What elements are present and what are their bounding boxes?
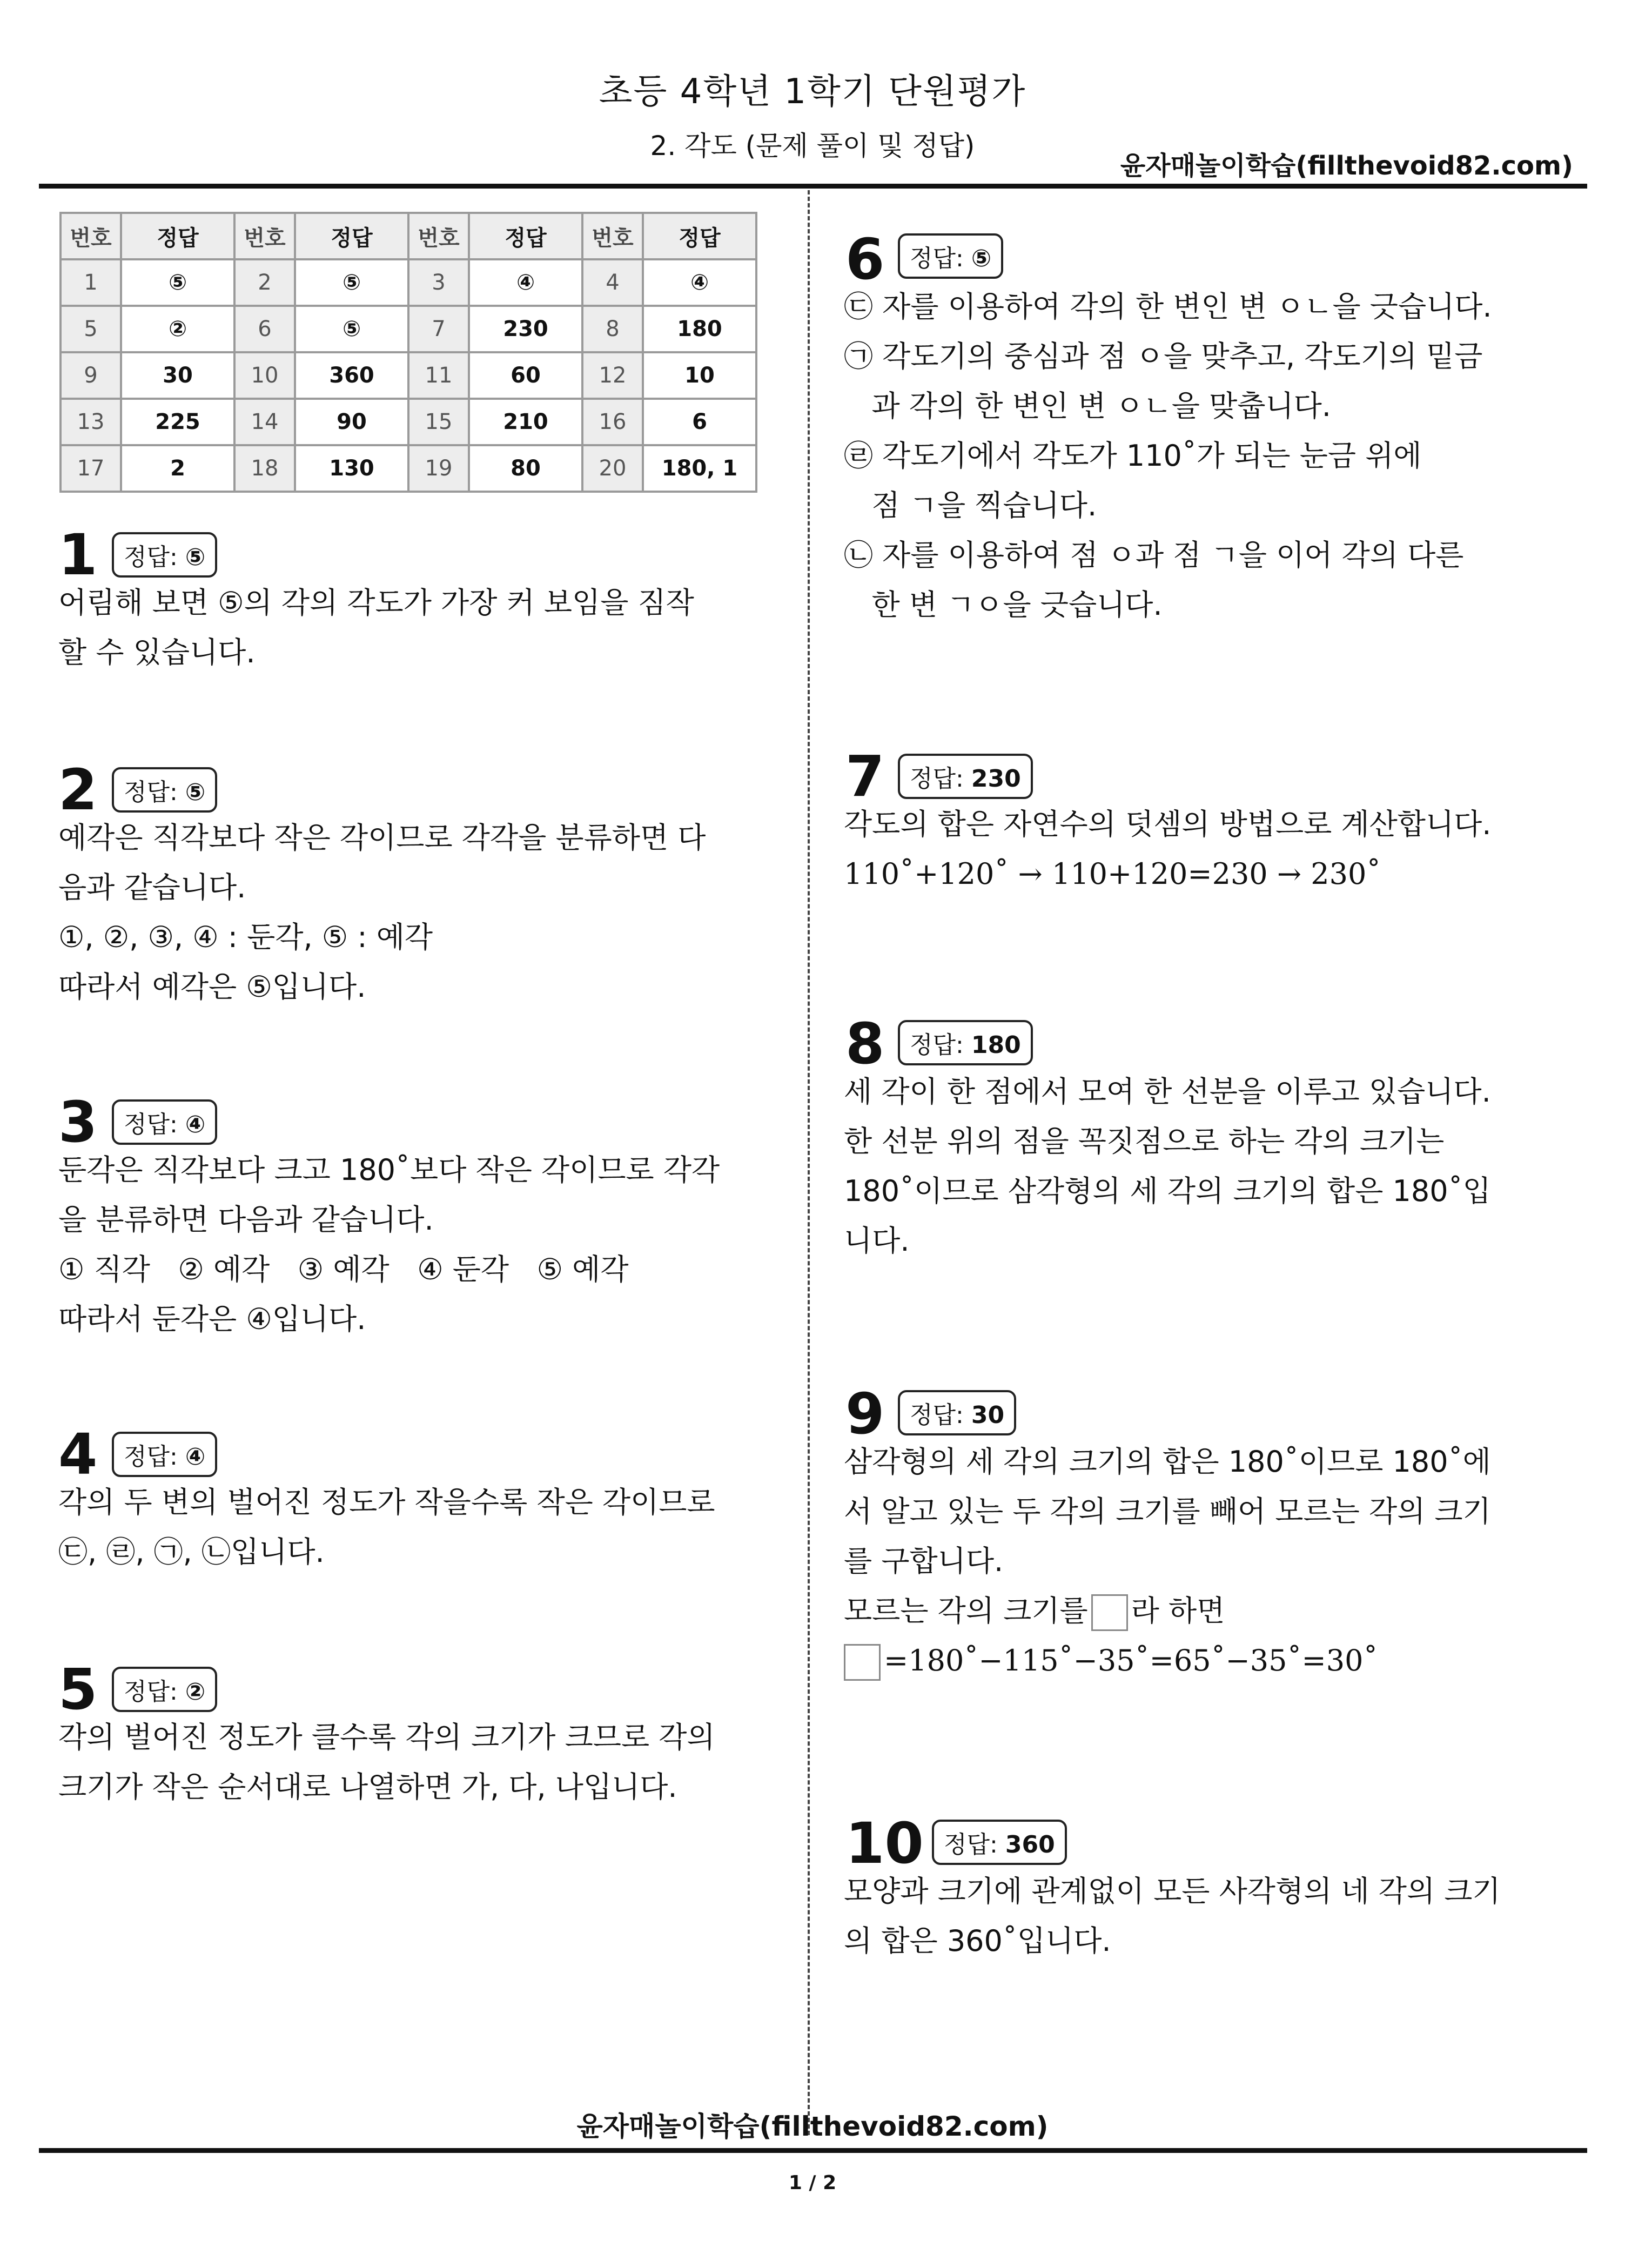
question-number-cell: 13 <box>61 399 121 445</box>
solution-equation: 110˚+120˚ → 110+120=230 → 230˚ <box>844 857 1381 891</box>
answer-badge <box>112 767 217 813</box>
header-cell: 정답 <box>469 213 582 259</box>
question-number-cell: 5 <box>61 306 121 352</box>
solution-line: 음과 같습니다. <box>58 870 246 904</box>
solution-text <box>58 1713 750 1812</box>
question-number: 1 <box>58 522 98 588</box>
answer-table <box>59 212 757 493</box>
answer-cell: 210 <box>469 399 582 445</box>
solution-text <box>58 813 750 1012</box>
header-cell: 번호 <box>234 213 295 259</box>
answer-blank-box <box>844 1644 881 1681</box>
question-number-cell: 16 <box>582 399 643 445</box>
solution-text <box>58 578 750 677</box>
answer-cell: 225 <box>121 399 234 445</box>
question-number: 6 <box>845 226 885 292</box>
solution-text <box>844 282 1546 630</box>
answer-badge <box>112 532 217 578</box>
table-row <box>61 259 756 306</box>
question-number-cell: 14 <box>234 399 295 445</box>
header-cell: 번호 <box>582 213 643 259</box>
solution-line: 각의 두 변의 벌어진 정도가 작을수록 작은 각이므로 <box>58 1485 715 1519</box>
solution-text <box>58 1145 750 1344</box>
answer-badge-value: ② <box>185 1678 206 1706</box>
question-number-cell: 6 <box>234 306 295 352</box>
header-cell: 번호 <box>408 213 469 259</box>
answer-cell: ⑤ <box>295 259 408 306</box>
answer-badge <box>898 754 1033 799</box>
solution-line: ㉣ 각도기에서 각도가 110˚가 되는 눈금 위에 <box>844 439 1422 473</box>
answer-cell: ④ <box>469 259 582 306</box>
answer-table-header-row <box>61 213 756 259</box>
solution-text <box>844 1437 1546 1686</box>
solution-line: 예각은 직각보다 작은 각이므로 각각을 분류하면 다 <box>58 821 706 855</box>
page-title: 초등 4학년 1학기 단원평가 <box>599 72 1026 112</box>
answer-badge-value: 360 <box>1005 1831 1055 1858</box>
question-number-cell: 7 <box>408 306 469 352</box>
answer-badge <box>898 1390 1016 1435</box>
answer-cell: ⑤ <box>121 259 234 306</box>
solution-line: 모양과 크기에 관계없이 모든 사각형의 네 각의 크기 <box>844 1874 1501 1908</box>
table-row <box>61 445 756 492</box>
answer-badge <box>112 1667 217 1712</box>
solution-line: ㉢, ㉣, ㉠, ㉡입니다. <box>58 1535 325 1569</box>
question-number: 2 <box>58 757 98 823</box>
answer-cell: ⑤ <box>295 306 408 352</box>
top-rule <box>39 184 1587 189</box>
table-row <box>61 399 756 445</box>
question-number-cell: 19 <box>408 445 469 492</box>
answer-badge <box>898 233 1003 279</box>
answer-badge-label: 정답: <box>124 543 178 571</box>
solution-line: 각도의 합은 자연수의 덧셈의 방법으로 계산합니다. <box>844 807 1492 841</box>
answer-badge-label: 정답: <box>910 1401 964 1429</box>
question-number-cell: 12 <box>582 352 643 399</box>
solution-line: 세 각이 한 점에서 모여 한 선분을 이루고 있습니다. <box>844 1075 1491 1109</box>
header-cell: 정답 <box>121 213 234 259</box>
answer-cell: ② <box>121 306 234 352</box>
answer-cell: 130 <box>295 445 408 492</box>
question-number: 9 <box>845 1381 885 1447</box>
solution-text <box>844 1867 1546 1966</box>
column-divider <box>808 190 810 2135</box>
question-number: 4 <box>58 1421 98 1487</box>
answer-blank-box <box>1091 1594 1128 1631</box>
question-number-cell: 15 <box>408 399 469 445</box>
solution-equation-line <box>844 1636 1546 1686</box>
answer-cell: 6 <box>643 399 756 445</box>
question-number-cell: 4 <box>582 259 643 306</box>
answer-badge <box>932 1820 1067 1865</box>
solution-line: 한 변 ㄱㅇ을 긋습니다. <box>844 588 1163 622</box>
solution-equation: =180˚−115˚−35˚=65˚−35˚=30˚ <box>884 1643 1378 1677</box>
question-number: 7 <box>845 743 885 809</box>
blank-intro-text: 모르는 각의 크기를 <box>844 1594 1088 1628</box>
answer-badge-value: 180 <box>971 1031 1021 1059</box>
question-number-cell: 2 <box>234 259 295 306</box>
solution-line: 를 구합니다. <box>844 1544 1004 1578</box>
solution-line: 한 선분 위의 점을 꼭짓점으로 하는 각의 크기는 <box>844 1124 1445 1158</box>
solution-line: 의 합은 360˚입니다. <box>844 1924 1111 1958</box>
answer-badge <box>112 1099 217 1145</box>
page-number: 1 / 2 <box>788 2172 837 2194</box>
table-row <box>61 352 756 399</box>
answer-cell: 90 <box>295 399 408 445</box>
answer-badge-label: 정답: <box>910 1031 964 1059</box>
header-cell: 번호 <box>61 213 121 259</box>
solution-line: 점 ㄱ을 찍습니다. <box>844 488 1097 522</box>
solution-line: 각의 벌어진 정도가 클수록 각의 크기가 크므로 각의 <box>58 1720 715 1754</box>
question-number-cell: 9 <box>61 352 121 399</box>
answer-badge <box>898 1020 1033 1065</box>
solution-line: 둔각은 직각보다 크고 180˚보다 작은 각이므로 각각 <box>58 1153 720 1187</box>
answer-badge-label: 정답: <box>944 1831 998 1858</box>
question-number-cell: 17 <box>61 445 121 492</box>
question-number-cell: 18 <box>234 445 295 492</box>
blank-outro-text: 라 하면 <box>1131 1594 1225 1628</box>
answer-badge <box>112 1432 217 1477</box>
solution-line: 서 알고 있는 두 각의 크기를 빼어 모르는 각의 크기 <box>844 1494 1491 1528</box>
question-number-cell: 11 <box>408 352 469 399</box>
answer-badge-value: ④ <box>185 1443 206 1471</box>
answer-cell: 230 <box>469 306 582 352</box>
solution-line: 을 분류하면 다음과 같습니다. <box>58 1203 434 1237</box>
solution-text <box>58 1478 750 1577</box>
brand-header: 윤자매놀이학습(fillthevoid82.com) <box>1120 151 1573 181</box>
question-number-cell: 3 <box>408 259 469 306</box>
solution-line: 어림해 보면 ⑤의 각의 각도가 가장 커 보임을 짐작 <box>58 586 694 620</box>
solution-line: ㉠ 각도기의 중심과 점 ㅇ을 맞추고, 각도기의 밑금 <box>844 339 1483 373</box>
answer-badge-label: 정답: <box>124 1111 178 1138</box>
answer-cell: 180 <box>643 306 756 352</box>
solution-text <box>844 1067 1546 1266</box>
question-number: 5 <box>58 1656 98 1722</box>
solution-line: 크기가 작은 순서대로 나열하면 가, 다, 나입니다. <box>58 1770 677 1804</box>
solution-line: 따라서 예각은 ⑤입니다. <box>58 970 366 1004</box>
solution-text <box>844 800 1546 899</box>
question-number: 8 <box>845 1011 885 1077</box>
answer-cell: 80 <box>469 445 582 492</box>
page-subtitle: 2. 각도 (문제 풀이 및 정답) <box>650 130 975 162</box>
solution-line: 니다. <box>844 1224 910 1258</box>
solution-line: ①, ②, ③, ④ : 둔각, ⑤ : 예각 <box>58 920 433 954</box>
question-number-cell: 1 <box>61 259 121 306</box>
answer-badge-value: 30 <box>971 1401 1005 1429</box>
answer-cell: 2 <box>121 445 234 492</box>
solution-line: ① 직각 ② 예각 ③ 예각 ④ 둔각 ⑤ 예각 <box>58 1252 629 1286</box>
question-number: 10 <box>845 1810 924 1876</box>
question-number: 3 <box>58 1089 98 1155</box>
solution-line <box>844 1586 1546 1636</box>
header-cell: 정답 <box>295 213 408 259</box>
answer-cell: 30 <box>121 352 234 399</box>
question-number-cell: 8 <box>582 306 643 352</box>
answer-cell: 180, 1 <box>643 445 756 492</box>
bottom-rule <box>39 2148 1587 2153</box>
answer-cell: 10 <box>643 352 756 399</box>
answer-badge-value: ⑤ <box>185 779 206 806</box>
answer-badge-value: ⑤ <box>971 245 992 272</box>
answer-badge-value: ⑤ <box>185 543 206 571</box>
answer-badge-label: 정답: <box>124 779 178 806</box>
header-cell: 정답 <box>643 213 756 259</box>
solution-line: ㉢ 자를 이용하여 각의 한 변인 변 ㅇㄴ을 긋습니다. <box>844 290 1492 324</box>
solution-line: 따라서 둔각은 ④입니다. <box>58 1302 366 1336</box>
brand-footer: 윤자매놀이학습(fillthevoid82.com) <box>576 2111 1049 2142</box>
question-number-cell: 10 <box>234 352 295 399</box>
answer-badge-value: ④ <box>185 1111 206 1138</box>
answer-badge-value: 230 <box>971 765 1021 793</box>
answer-cell: 360 <box>295 352 408 399</box>
answer-badge-label: 정답: <box>910 765 964 793</box>
answer-cell: 60 <box>469 352 582 399</box>
question-number-cell: 20 <box>582 445 643 492</box>
solution-line: 할 수 있습니다. <box>58 635 256 669</box>
solution-line: 삼각형의 세 각의 크기의 합은 180˚이므로 180˚에 <box>844 1445 1491 1479</box>
solution-line: ㉡ 자를 이용하여 점 ㅇ과 점 ㄱ을 이어 각의 다른 <box>844 538 1464 572</box>
answer-badge-label: 정답: <box>124 1678 178 1706</box>
answer-badge-label: 정답: <box>910 245 964 272</box>
answer-cell: ④ <box>643 259 756 306</box>
table-row <box>61 306 756 352</box>
solution-line: 180˚이므로 삼각형의 세 각의 크기의 합은 180˚입 <box>844 1174 1491 1208</box>
answer-badge-label: 정답: <box>124 1443 178 1471</box>
solution-line: 과 각의 한 변인 변 ㅇㄴ을 맞춥니다. <box>844 389 1331 423</box>
